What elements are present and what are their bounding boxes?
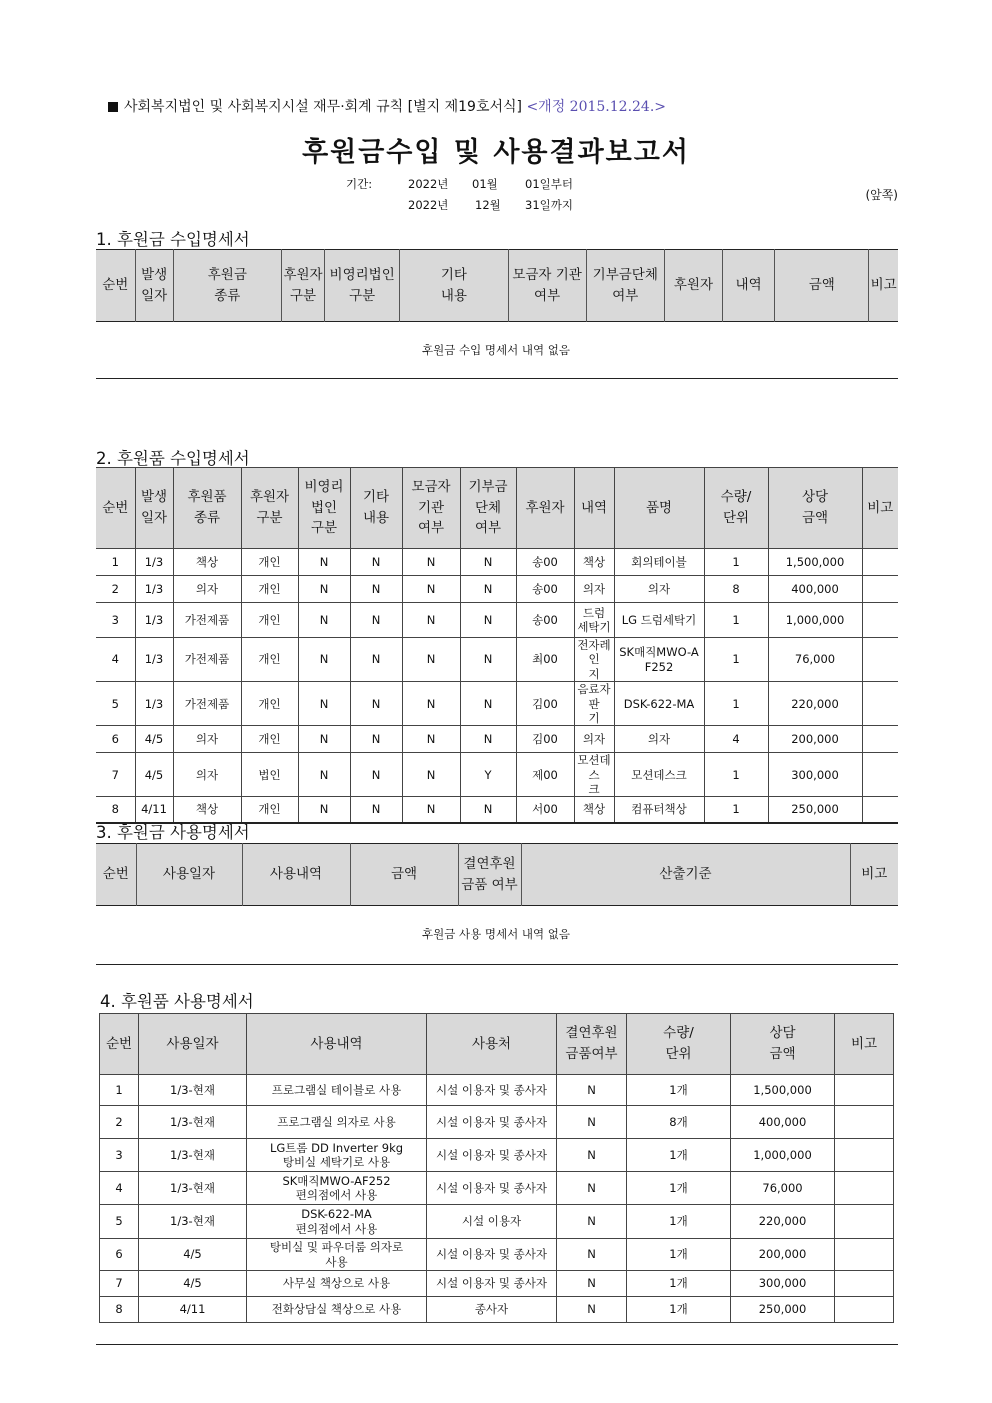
table-cell: 개인 xyxy=(241,549,298,576)
header-cell: 후원자 구분 xyxy=(281,250,324,322)
table-cell: N xyxy=(350,603,402,638)
table-cell: 8개 xyxy=(627,1106,731,1139)
table-cell: 8 xyxy=(704,576,768,603)
table-cell xyxy=(835,1075,894,1106)
header-cell: 기부금단체 여부 xyxy=(586,250,664,322)
table-cell: N xyxy=(298,726,350,753)
header-cell: 기부금 단체 여부 xyxy=(460,468,516,549)
table-cell: 사무실 책상으로 사용 xyxy=(247,1271,427,1297)
table-cell: 4/5 xyxy=(135,726,173,753)
header-cell: 후원금 종류 xyxy=(173,250,281,322)
table-cell: 시설 이용자 및 종사자 xyxy=(427,1239,557,1271)
table-cell: N xyxy=(460,638,516,682)
table-cell: 회의테이블 xyxy=(614,549,704,576)
table-cell: SK매직MWO-AF252 편의점에서 사용 xyxy=(247,1172,427,1205)
table-cell: 김00 xyxy=(516,682,574,726)
header-cell: 품명 xyxy=(614,468,704,549)
header-cell: 발생 일자 xyxy=(135,250,173,322)
header-cell: 상담 금액 xyxy=(731,1014,835,1075)
table-cell: 300,000 xyxy=(768,753,862,797)
table-cell: 1 xyxy=(704,549,768,576)
table-cell: 의자 xyxy=(614,726,704,753)
table-cell: 종사자 xyxy=(427,1297,557,1323)
table-header-row xyxy=(96,250,898,322)
table-cell: 1/3-현재 xyxy=(139,1139,247,1172)
period-end-year: 2022년 xyxy=(408,198,449,212)
goods-income-table xyxy=(96,467,898,824)
table-cell: 1/3 xyxy=(135,603,173,638)
table-cell: N xyxy=(557,1205,627,1239)
table-cell: 프로그램실 테이블로 사용 xyxy=(247,1075,427,1106)
table-cell: 8 xyxy=(100,1297,139,1323)
table-cell: N xyxy=(557,1297,627,1323)
table-cell: N xyxy=(402,682,460,726)
table-cell xyxy=(835,1205,894,1239)
header-cell: 금액 xyxy=(775,250,869,322)
table-cell xyxy=(835,1239,894,1271)
table-row xyxy=(96,638,898,682)
goods-usage-table xyxy=(99,1013,894,1323)
header-cell: 후원자 xyxy=(664,250,722,322)
table-cell: 4 xyxy=(96,638,135,682)
table-cell: 3 xyxy=(100,1139,139,1172)
table-cell: 시설 이용자 및 종사자 xyxy=(427,1139,557,1172)
header-cell: 사용일자 xyxy=(139,1014,247,1075)
header-cell: 비영리 법인 구분 xyxy=(298,468,350,549)
header-cell: 비고 xyxy=(862,468,898,549)
table-cell: 250,000 xyxy=(768,797,862,823)
table-cell: N xyxy=(298,753,350,797)
table-cell: N xyxy=(350,576,402,603)
table-cell: N xyxy=(557,1106,627,1139)
header-cell: 순번 xyxy=(100,1014,139,1075)
table-cell: 200,000 xyxy=(768,726,862,753)
table-header-row xyxy=(100,1014,894,1075)
table-cell: 1,000,000 xyxy=(731,1139,835,1172)
header-cell: 수량/ 단위 xyxy=(704,468,768,549)
front-side-label: (앞쪽) xyxy=(865,188,898,202)
table-cell: N xyxy=(557,1172,627,1205)
table-cell: N xyxy=(350,549,402,576)
section1-title: 1. 후원금 수입명세서 xyxy=(96,230,250,249)
table-cell: 개인 xyxy=(241,576,298,603)
table-row xyxy=(100,1172,894,1205)
table-cell: 시설 이용자 및 종사자 xyxy=(427,1075,557,1106)
header-cell: 사용내역 xyxy=(247,1014,427,1075)
donation-usage-table xyxy=(96,843,898,906)
period-end-month: 12월 xyxy=(475,198,501,212)
table-cell: N xyxy=(557,1075,627,1106)
table-row xyxy=(96,726,898,753)
table-cell: 시설 이용자 및 종사자 xyxy=(427,1106,557,1139)
table-cell: 개인 xyxy=(241,638,298,682)
table-cell: 250,000 xyxy=(731,1297,835,1323)
table-cell: 7 xyxy=(96,753,135,797)
table-cell: 1,500,000 xyxy=(731,1075,835,1106)
table-cell: 시설 이용자 및 종사자 xyxy=(427,1172,557,1205)
table-cell: LG 드럼세탁기 xyxy=(614,603,704,638)
table-cell xyxy=(862,603,898,638)
table-row xyxy=(100,1075,894,1106)
table-cell: 1/3 xyxy=(135,549,173,576)
period-start-day: 01일부터 xyxy=(525,177,573,191)
header-cell: 비고 xyxy=(850,844,898,906)
table-cell: 법인 xyxy=(241,753,298,797)
header-cell: 후원품 종류 xyxy=(173,468,241,549)
table-cell: 8 xyxy=(96,797,135,823)
table-cell: 프로그램실 의자로 사용 xyxy=(247,1106,427,1139)
table-cell: 1/3 xyxy=(135,682,173,726)
table-cell: 시설 이용자 및 종사자 xyxy=(427,1271,557,1297)
table-cell: 탕비실 및 파우더룸 의자로 사용 xyxy=(247,1239,427,1271)
table-cell: 1/3 xyxy=(135,576,173,603)
table-cell: N xyxy=(402,797,460,823)
header-cell: 산출기준 xyxy=(521,844,850,906)
table-cell: N xyxy=(350,753,402,797)
header-cell: 사용일자 xyxy=(136,844,242,906)
table-cell: 개인 xyxy=(241,682,298,726)
table-cell: N xyxy=(557,1271,627,1297)
header-cell: 내역 xyxy=(574,468,614,549)
header-cell: 순번 xyxy=(96,468,135,549)
table-cell: 의자 xyxy=(173,726,241,753)
table-cell: 전자레인 지 xyxy=(574,638,614,682)
table-cell: 1 xyxy=(704,797,768,823)
table-cell: 1개 xyxy=(627,1297,731,1323)
table-cell: 220,000 xyxy=(731,1205,835,1239)
table-cell: 송00 xyxy=(516,576,574,603)
header-cell: 모금자 기관 여부 xyxy=(508,250,586,322)
table-cell: 송00 xyxy=(516,549,574,576)
table-cell: Y xyxy=(460,753,516,797)
header-cell: 상당 금액 xyxy=(768,468,862,549)
header-cell: 순번 xyxy=(96,250,135,322)
table-cell: 1 xyxy=(704,682,768,726)
table-cell: 1개 xyxy=(627,1075,731,1106)
table-cell: 책상 xyxy=(173,549,241,576)
table-cell: 400,000 xyxy=(731,1106,835,1139)
table-cell: 1,000,000 xyxy=(768,603,862,638)
table-cell xyxy=(862,549,898,576)
table-cell: 3 xyxy=(96,603,135,638)
table-cell: 200,000 xyxy=(731,1239,835,1271)
header-cell: 순번 xyxy=(96,844,136,906)
table-cell: 1/3-현재 xyxy=(139,1205,247,1239)
table-cell: N xyxy=(350,638,402,682)
table-row xyxy=(96,753,898,797)
rule-reference: 사회복지법인 및 사회복지시설 재무·회계 규칙 [별지 제19호서식] xyxy=(124,99,522,115)
section3-divider xyxy=(96,964,898,965)
table-cell: 1/3-현재 xyxy=(139,1075,247,1106)
table-row xyxy=(96,603,898,638)
header-cell: 결연후원 금품여부 xyxy=(557,1014,627,1075)
table-cell: N xyxy=(402,753,460,797)
table-cell: N xyxy=(298,603,350,638)
table-cell: 모션데스크 xyxy=(614,753,704,797)
form-header xyxy=(108,96,666,116)
table-cell: N xyxy=(350,726,402,753)
header-cell: 결연후원 금품 여부 xyxy=(458,844,521,906)
table-cell: N xyxy=(460,682,516,726)
table-cell: 가전제품 xyxy=(173,682,241,726)
header-cell: 수량/ 단위 xyxy=(627,1014,731,1075)
table-cell: 1 xyxy=(704,753,768,797)
table-cell: 4/11 xyxy=(135,797,173,823)
table-cell xyxy=(862,682,898,726)
header-cell: 금액 xyxy=(350,844,458,906)
table-cell: 1 xyxy=(100,1075,139,1106)
period-label: 기간: xyxy=(346,177,373,191)
table-cell: 4/5 xyxy=(139,1239,247,1271)
header-cell: 사용처 xyxy=(427,1014,557,1075)
header-cell: 사용내역 xyxy=(242,844,350,906)
period-end-day: 31일까지 xyxy=(525,198,573,212)
table-cell: N xyxy=(557,1139,627,1172)
table-cell: N xyxy=(460,797,516,823)
table-cell: 개인 xyxy=(241,603,298,638)
table-cell: 7 xyxy=(100,1271,139,1297)
section4-title: 4. 후원품 사용명세서 xyxy=(100,992,254,1011)
table-header-row xyxy=(96,468,898,549)
period-start-year: 2022년 xyxy=(408,177,449,191)
table-cell: 6 xyxy=(100,1239,139,1271)
header-cell: 모금자 기관 여부 xyxy=(402,468,460,549)
table-row xyxy=(96,682,898,726)
table-row xyxy=(100,1271,894,1297)
header-cell: 기타 내용 xyxy=(350,468,402,549)
table-cell: N xyxy=(298,549,350,576)
header-cell: 비고 xyxy=(835,1014,894,1075)
table-cell: 1,500,000 xyxy=(768,549,862,576)
table-row xyxy=(96,549,898,576)
table-cell: 드럼 세탁기 xyxy=(574,603,614,638)
table-row xyxy=(100,1139,894,1172)
table-cell: 의자 xyxy=(614,576,704,603)
table-cell: N xyxy=(402,603,460,638)
table-row xyxy=(100,1106,894,1139)
table-cell: 시설 이용자 xyxy=(427,1205,557,1239)
table-cell: 76,000 xyxy=(768,638,862,682)
table-cell: 1개 xyxy=(627,1205,731,1239)
table-cell: SK매직MWO-A F252 xyxy=(614,638,704,682)
table-cell: N xyxy=(298,576,350,603)
header-cell: 기타 내용 xyxy=(400,250,508,322)
header-cell: 비고 xyxy=(869,250,898,322)
table-cell: 76,000 xyxy=(731,1172,835,1205)
section3-title: 3. 후원금 사용명세서 xyxy=(96,823,250,842)
table-cell xyxy=(862,797,898,823)
table-header-row xyxy=(96,844,898,906)
table-cell: 1/3-현재 xyxy=(139,1172,247,1205)
table-row xyxy=(96,576,898,603)
amendment-note: <개정 2015.12.24.> xyxy=(526,99,667,115)
table-cell: N xyxy=(460,576,516,603)
table-cell xyxy=(835,1106,894,1139)
goods-usage-rows xyxy=(100,1075,894,1323)
table-cell: 220,000 xyxy=(768,682,862,726)
table-cell: 4/11 xyxy=(139,1297,247,1323)
section1-divider xyxy=(96,378,898,379)
document-title: 후원금수입 및 사용결과보고서 xyxy=(302,137,690,168)
section1-empty-message: 후원금 수입 명세서 내역 없음 xyxy=(422,343,570,357)
table-cell xyxy=(862,726,898,753)
table-cell xyxy=(862,576,898,603)
table-cell: N xyxy=(557,1239,627,1271)
table-cell xyxy=(835,1172,894,1205)
table-cell: 1 xyxy=(96,549,135,576)
table-cell: 최00 xyxy=(516,638,574,682)
header-cell: 발생 일자 xyxy=(135,468,173,549)
table-cell: 1개 xyxy=(627,1239,731,1271)
table-cell xyxy=(862,638,898,682)
table-cell: 컴퓨터책상 xyxy=(614,797,704,823)
table-cell: 가전제품 xyxy=(173,638,241,682)
table-cell: DSK-622-MA xyxy=(614,682,704,726)
table-cell: N xyxy=(402,576,460,603)
header-cell: 후원자 구분 xyxy=(241,468,298,549)
section3-empty-message: 후원금 사용 명세서 내역 없음 xyxy=(422,927,570,941)
header-cell: 내역 xyxy=(723,250,775,322)
period-start-month: 01월 xyxy=(472,177,498,191)
table-cell: N xyxy=(298,797,350,823)
table-cell: 의자 xyxy=(574,576,614,603)
table-cell: 1 xyxy=(704,603,768,638)
table-cell: 의자 xyxy=(173,576,241,603)
table-cell: 2 xyxy=(100,1106,139,1139)
table-cell xyxy=(835,1139,894,1172)
table-cell: 1개 xyxy=(627,1271,731,1297)
table-cell xyxy=(835,1297,894,1323)
table-cell: 책상 xyxy=(173,797,241,823)
table-cell: 6 xyxy=(96,726,135,753)
table-cell: N xyxy=(460,549,516,576)
table-cell: 의자 xyxy=(574,726,614,753)
table-cell: N xyxy=(460,603,516,638)
table-cell: 음료자판 기 xyxy=(574,682,614,726)
table-cell: 개인 xyxy=(241,797,298,823)
table-cell: 의자 xyxy=(173,753,241,797)
table-cell: LG트롬 DD Inverter 9kg 탕비실 세탁기로 사용 xyxy=(247,1139,427,1172)
table-row xyxy=(100,1297,894,1323)
header-cell: 비영리법인 구분 xyxy=(325,250,400,322)
table-cell xyxy=(835,1271,894,1297)
table-cell: 4 xyxy=(704,726,768,753)
table-cell: DSK-622-MA 편의점에서 사용 xyxy=(247,1205,427,1239)
table-cell: 모션데스 크 xyxy=(574,753,614,797)
table-cell: 서00 xyxy=(516,797,574,823)
table-cell: 책상 xyxy=(574,797,614,823)
table-cell: 1개 xyxy=(627,1172,731,1205)
square-bullet-icon xyxy=(108,102,118,112)
table-cell: 4/5 xyxy=(135,753,173,797)
table-cell: 2 xyxy=(96,576,135,603)
table-cell: 400,000 xyxy=(768,576,862,603)
table-cell: 5 xyxy=(100,1205,139,1239)
table-cell: 김00 xyxy=(516,726,574,753)
header-cell: 후원자 xyxy=(516,468,574,549)
table-cell: N xyxy=(460,726,516,753)
table-cell: 1개 xyxy=(627,1139,731,1172)
table-cell: 1 xyxy=(704,638,768,682)
table-cell: 제00 xyxy=(516,753,574,797)
table-cell: 책상 xyxy=(574,549,614,576)
table-cell: 개인 xyxy=(241,726,298,753)
table-cell: 5 xyxy=(96,682,135,726)
table-cell: N xyxy=(350,682,402,726)
goods-income-rows xyxy=(96,549,898,823)
table-cell: N xyxy=(350,797,402,823)
table-cell: 4 xyxy=(100,1172,139,1205)
table-cell: 4/5 xyxy=(139,1271,247,1297)
table-cell: 1/3-현재 xyxy=(139,1106,247,1139)
table-cell: 송00 xyxy=(516,603,574,638)
table-cell: N xyxy=(298,638,350,682)
table-row xyxy=(100,1205,894,1239)
section2-title: 2. 후원품 수입명세서 xyxy=(96,449,250,468)
table-cell: 300,000 xyxy=(731,1271,835,1297)
donation-income-table xyxy=(96,249,898,322)
table-cell: 가전제품 xyxy=(173,603,241,638)
page-bottom-divider xyxy=(96,1344,898,1345)
table-cell: N xyxy=(402,726,460,753)
table-cell: 전화상담실 책상으로 사용 xyxy=(247,1297,427,1323)
table-row xyxy=(100,1239,894,1271)
table-cell: 1/3 xyxy=(135,638,173,682)
table-cell: N xyxy=(298,682,350,726)
table-cell xyxy=(862,753,898,797)
table-cell: N xyxy=(402,638,460,682)
table-cell: N xyxy=(402,549,460,576)
